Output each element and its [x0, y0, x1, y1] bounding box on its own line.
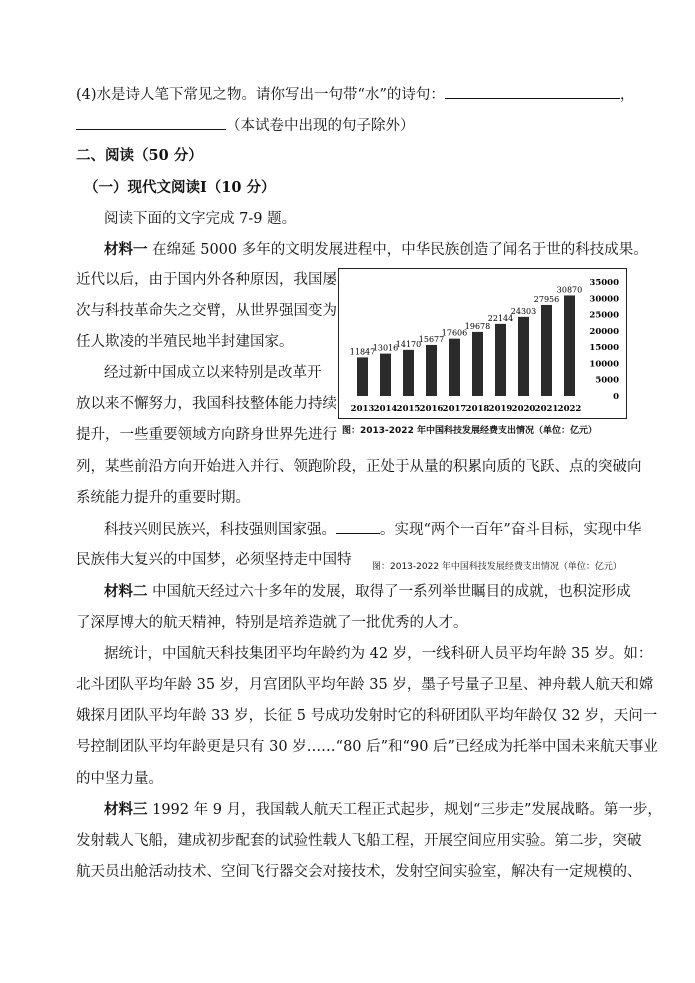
chart-data-label: 24303	[510, 306, 537, 316]
chart-x-tick-label: 2021	[534, 404, 559, 414]
material-3-text-1: 1992 年 9 月，我国载人航天工程正式起步，规划“三步走”发展战略。第一步，	[152, 802, 662, 818]
material-1-line-1	[104, 240, 648, 260]
chart-x-tick-label: 2015	[396, 404, 421, 414]
chart-data-label: 11847	[349, 347, 376, 357]
chart-bar	[426, 345, 437, 396]
chart-x-tick-label: 2014	[373, 404, 398, 414]
material-2-line-5: 娥探月团队平均年龄 33 岁，长征 5 号成功发射时它的科研团队平均年龄仅 32 岁，天问一	[76, 708, 658, 724]
chart-bar	[380, 354, 391, 396]
chart-y-tick-label: 10000	[589, 359, 619, 370]
overlapping-figure-caption: 图：2013-2022 年中国科技发展经费支出情况（单位：亿元）	[370, 558, 624, 573]
material-2-line-2: 了深厚博大的航天精神，特别是培养造就了一批优秀的人才。	[76, 615, 468, 631]
chart-y-tick-label: 20000	[589, 326, 619, 337]
material-1-text-10a: 科技兴则民族兴，科技强则国家强。	[104, 522, 336, 538]
chart-data-label: 27956	[533, 294, 560, 304]
material-3-line-2: 发射载人飞船，建成初步配套的试验性载人飞船工程，开展空间应用实验。第二步，突破	[76, 833, 642, 849]
chart-data-label: 13016	[372, 343, 399, 353]
material-1-text-10b: 。实现“两个一百年”奋斗目标，实现中华	[380, 522, 642, 538]
chart-data-label: 14170	[395, 339, 422, 349]
bar-chart	[338, 268, 627, 419]
material-2-line-1	[104, 582, 631, 602]
material-1-line-11: 民族伟大复兴的中国梦，必须坚持走中国特	[76, 552, 352, 568]
material-1-text-1: 在绵延 5000 多年的文明发展进程中，中华民族创造了闻名于世的科技成果。	[152, 242, 648, 258]
chart-x-tick-label: 2018	[465, 404, 490, 414]
chart-data-label: 15677	[418, 334, 445, 344]
chart-y-tick-label: 35000	[589, 278, 619, 288]
chart-bar	[357, 357, 368, 396]
material-3-label: 材料三	[104, 801, 148, 818]
instruction-text: 阅读下面的文字完成 7-9 题。	[104, 211, 297, 227]
material-1-line-7: 提升，一些重要领域方向跻身世界先进行	[76, 427, 337, 443]
material-1-line-2: 近代以后，由于国内外各种原因，我国屡	[76, 272, 337, 288]
chart-data-label: 30870	[556, 285, 583, 295]
material-3-line-1	[104, 800, 662, 820]
answer-blank-2[interactable]	[76, 115, 226, 130]
chart-bar	[495, 324, 506, 396]
material-1-line-8: 列，某些前沿方向开始进入并行、领跑阶段，正处于从量的积累向质的飞跃、点的突破向	[76, 459, 642, 475]
question-4-text: (4)水是诗人笔下常见之物。请你写出一句带“水”的诗句：	[76, 87, 445, 103]
material-1-label: 材料一	[104, 241, 148, 258]
chart-y-tick-label: 15000	[589, 343, 619, 354]
chart-bar	[449, 339, 460, 396]
material-1-line-10	[104, 519, 641, 540]
section-2-1-heading: （一）现代文阅读Ⅰ（10 分）	[84, 179, 276, 196]
chart-x-tick-label: 2022	[557, 404, 582, 414]
chart-data-label: 19678	[464, 321, 491, 331]
section-2-heading: 二、阅读（50 分）	[76, 147, 203, 164]
material-2-line-6: 号控制团队平均年龄更是只有 30 岁……“80 后”和“90 后”已经成为托举中国未来航天事业	[76, 739, 658, 755]
chart-x-tick-label: 2017	[442, 404, 467, 414]
chart-x-tick-label: 2013	[350, 404, 375, 414]
material-3-line-3: 航天员出舱活动技术、空间飞行器交会对接技术，发射空间实验室，解决有一定规模的、	[76, 864, 642, 880]
material-2-line-7: 的中坚力量。	[76, 771, 163, 787]
answer-blank-1[interactable]	[445, 84, 620, 99]
material-1-line-3: 次与科技革命失之交臂，从世界强国变为	[76, 303, 337, 319]
question-4-line2	[76, 115, 415, 136]
material-1-line-5: 经过新中国成立以来特别是改革开	[104, 365, 322, 381]
material-2-text-1: 中国航天经过六十多年的发展，取得了一系列举世瞩目的成就，也积淀形成	[152, 584, 631, 600]
chart-x-tick-label: 2016	[419, 404, 444, 414]
chart-y-tick-label: 30000	[589, 294, 619, 305]
material-1-line-6: 放以来不懈努力，我国科技整体能力持续	[76, 396, 337, 412]
question-4	[76, 84, 634, 105]
chart-data-label: 17606	[441, 328, 468, 338]
chart-y-tick-label: 25000	[589, 310, 619, 321]
chart-bar	[518, 317, 529, 396]
chart-data-label: 22144	[487, 313, 514, 323]
material-2-label: 材料二	[104, 583, 148, 600]
chart-bar	[403, 350, 414, 396]
bar-chart-svg	[339, 269, 626, 418]
chart-bar	[564, 295, 575, 396]
chart-y-tick-label: 0	[613, 392, 619, 402]
question-4-note: （本试卷中出现的句子除外）	[226, 118, 415, 134]
material-1-line-4: 任人欺凌的半殖民地半封建国家。	[76, 334, 294, 350]
material-2-line-3: 据统计，中国航天科技集团平均年龄约为 42 岁，一线科研人员平均年龄 35 岁。如：	[104, 646, 653, 662]
answer-blank-3[interactable]	[336, 519, 380, 534]
chart-y-tick-label: 5000	[595, 375, 619, 386]
material-2-line-4: 北斗团队平均年龄 35 岁，月宫团队平均年龄 35 岁，墨子号量子卫星、神舟载人航天和嫦	[76, 677, 654, 693]
material-1-line-9: 系统能力提升的重要时期。	[76, 490, 250, 506]
chart-caption: 图：2013-2022 年中国科技发展经费支出情况（单位：亿元）	[342, 426, 597, 436]
chart-bar	[472, 332, 483, 396]
question-4-comma: ，	[619, 87, 635, 103]
chart-bar	[541, 305, 552, 396]
chart-x-tick-label: 2019	[488, 404, 513, 414]
chart-x-tick-label: 2020	[511, 404, 536, 414]
